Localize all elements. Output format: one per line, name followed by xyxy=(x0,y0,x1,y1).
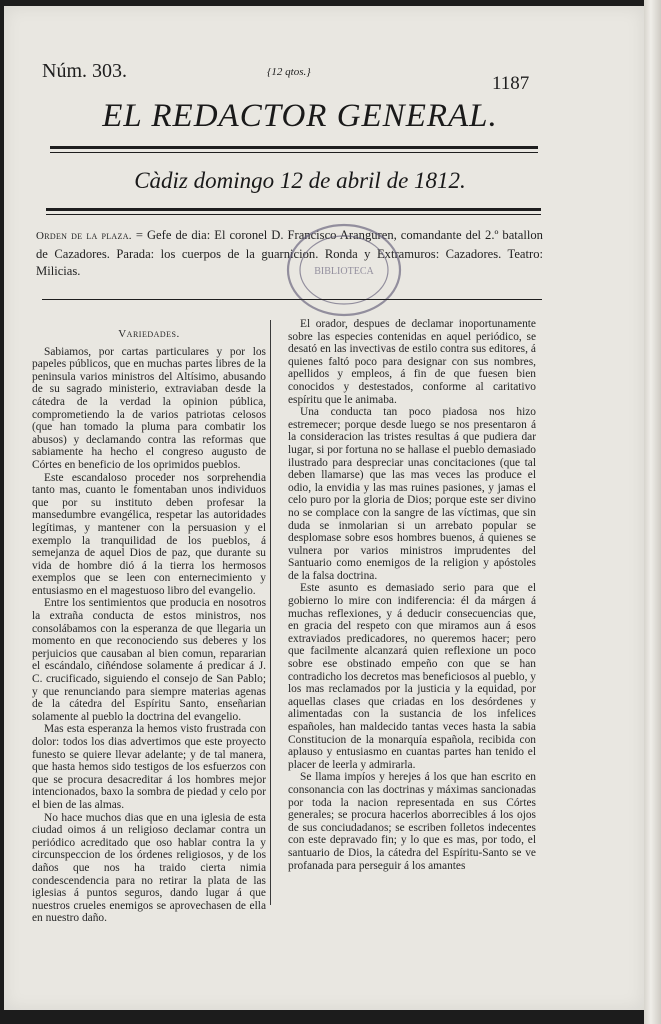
masthead-rule-thick xyxy=(50,146,538,149)
dateline: Càdiz domingo 12 de abril de 1812. xyxy=(134,168,466,193)
page-number: 1187 xyxy=(492,73,530,94)
stamp-text: BIBLIOTECA xyxy=(314,266,374,277)
library-stamp xyxy=(285,222,403,318)
column-divider xyxy=(270,320,271,905)
section-title: Variedades. xyxy=(118,328,180,340)
left-column xyxy=(32,328,266,925)
paragraph: Este escandaloso proceder nos sorprehendia tanto mas, cuanto le fomentaban unos individuos que por su instituto deben profesar la mansedumbre evangélica, respetar las autoridades legítimas, y mantener con la persuasion y el exemplo la tranquilidad de los pueblos, á semejanza de aquel Dios de paz, que durante su vida de hombre dió á la tierra los hermosos exemplos que se leen con enternecimiento y entusiasmo en el magestuoso libro del evangelio. xyxy=(32,471,266,597)
masthead-rule-thin xyxy=(50,152,538,153)
paragraph: Una conducta tan poco piadosa nos hizo estremecer; porque desde luego se nos presentaron á la consideracion las tristes resultas á que pudiera dar lugar, si por fortuna no se hallase el pueblo demasiado ilustrado para despreciar unas concitaciones (que tal deben llamarse) que las mas veces las produce el odio, la envidia y las mas ruines pasiones, y jamas el celo puro por la gloria de Dios; porque este ser divino no se complace con la sangre de las víctimas, que sin duda se inmolarian si un arrebato popular se desplomase sobre esos hombres buenos, á quienes se vulnera por varios ministros imprudentes del Santuario como enemigos de la religion y apóstoles de la falsa doctrina. xyxy=(288,406,536,582)
issue-price: {12 qtos.} xyxy=(267,66,311,78)
right-column xyxy=(288,318,536,872)
paragraph: El orador, despues de declamar inoportunamente sobre las especies contenidas en aquel periódico, se desató en las invectivas de estilo contra sus editores, á quienes faltó poco para designar con sus nombres, apellidos y empleos, á fin de que fuesen bien conocidos y destestados, conforme al caritativo espíritu que le animaba. xyxy=(288,318,536,406)
paragraph: Sabiamos, por cartas particulares y por los papeles públicos, que en muchas partes libres de la peninsula varios ministros del Altísimo, abusando de su sagrado ministerio, extraviaban desde la cátedra de la verdad la opinion pública, comprometiendo la de varios patriotas celosos (que han tomado la pluma para combatir los abusos) y declamando contra las reformas que sabiamente ha hecho el congreso augusto de Córtes en beneficio de los oprimidos pueblos. xyxy=(32,345,266,471)
paragraph: Este asunto es demasiado serio para que el gobierno lo mire con indiferencia: él da márgen á muchas reflexiones, y á deducir consecuencias que, en gracia del respeto con que miramos aun á esos extraviados predicadores, no queremos hacer; pero que facilmente alcanzará quien reflexione un poco sobre ese obstinado empeño con que se han contradicho los decretos mas beneficiosos al pueblo, y los mas reclamados por la justicia y la equidad, por aquellas clases que criadas en los desórdenes y alimentadas con la sustancia de los infelices españoles, han maldecido tantas veces hasta la sabia Constitucion de la monarquía española, recibida con aplauso y entusiasmo en cuantas partes han tenido el placer de leerla y admirarla. xyxy=(288,582,536,771)
page-edge xyxy=(644,0,661,1024)
paragraph: No hace muchos dias que en una iglesia de esta ciudad oimos á un religioso declamar contra un periódico acreditado que oso hablar contra la y circunspeccion de los órdenes religiosos, y de los daños que nos ha traido cierta nimia condescendencia para no retirar la plata de las iglesias á puntos seguros, dando lugar á que nuestros crueles enemigos se aprovechasen de ella en nuestro daño. xyxy=(32,811,266,925)
paragraph: Entre los sentimientos que producia en nosotros la extraña conducta de estos ministros, nos consolábamos con la esperanza de que llegaria un momento en que reconociendo sus deberes y los perjuicios que causaban al bien comun, repararian el escándalo, ciñéndose solamente á predicar á J. C. crucificado, siguiendo el consejo de San Pablo; y que renunciando para siempre materias agenas de la cátedra del Espíritu Santo, enseñarian solamente al pueblo la doctrina del evangelio. xyxy=(32,597,266,723)
orden-label: Orden de la plaza. xyxy=(36,230,132,242)
paragraph: Se llama impíos y herejes á los que han escrito en consonancia con las doctrinas y máximas sancionadas por toda la nacion representada en sus Córtes generales; se procura hacerlos aborrecibles á los ojos de sus conciudadanos; se escriben folletos indecentes con este depravado fin; y lo que es mas, por todo, el santuario de Dios, la cátedra del Espíritu-Santo se ve profanada para perseguir á los amantes xyxy=(288,771,536,872)
issue-number: Núm. 303. xyxy=(42,60,127,82)
orden-text: = Gefe de dia: El coronel D. Francisco Aranguren, comandante del 2.º batallon de Cazadores. Parada: los cuerpos de la guarnicion. Ronda y Extramuros: Cazadores. Teatro: Milicias. xyxy=(36,228,543,278)
masthead-title: EL REDACTOR GENERAL. xyxy=(102,98,498,134)
dateline-rule-thick xyxy=(46,208,541,211)
paragraph: Mas esta esperanza la hemos visto frustrada con dolor: todos los dias advertimos que este proyecto funesto se quiere llevar adelante; y de tal manera, que hasta hemos sido testigos de los esfuerzos con que se procura desacreditar á los hombres mejor intencionados, baxo la sombra de piedad y celo por el bien de las almas. xyxy=(32,723,266,811)
section-rule xyxy=(42,299,542,300)
dateline-rule-thin xyxy=(46,214,541,215)
